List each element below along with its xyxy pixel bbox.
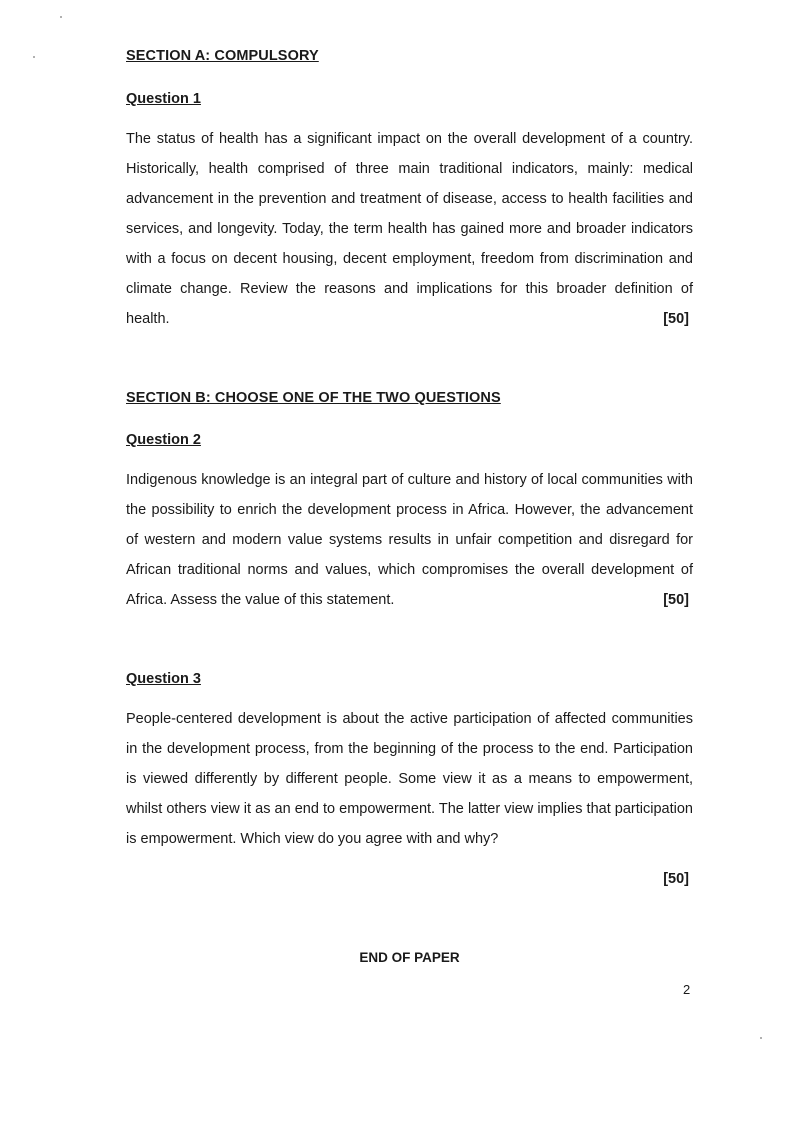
question-1-label: Question 1: [126, 91, 201, 107]
question-2-label: Question 2: [126, 432, 201, 448]
question-2-marks: [50]: [663, 592, 689, 608]
scan-speck: [60, 16, 62, 18]
question-2-text: [126, 465, 693, 615]
question-3-text: [126, 704, 693, 854]
scan-speck: [760, 1037, 762, 1039]
question-3-label: Question 3: [126, 671, 201, 687]
question-1-text: [126, 124, 693, 334]
section-b-heading: SECTION B: CHOOSE ONE OF THE TWO QUESTIONS: [126, 390, 501, 406]
scan-speck: [33, 56, 35, 58]
question-3-body: People-centered development is about the active participation of affected communities in the development process, from the beginning of the process to the end. Participation is viewed differently by different people. Some view it as a means to empowerment, whilst others view it as an end to empowerment. The latter view implies that participation is empowerment. Which view do you agree with and why?: [126, 711, 693, 847]
section-a-heading: SECTION A: COMPULSORY: [126, 48, 319, 64]
end-of-paper: END OF PAPER: [359, 950, 460, 965]
question-1-body: The status of health has a significant impact on the overall development of a country. Historically, health comprised of three main traditional indicators, mainly: medical advancement in the prevention and treatment of disease, access to health facilities and services, and longevity. Today, the term health has gained more and broader indicators with a focus on decent housing, decent employment, freedom from discrimination and climate change. Review the reasons and implications for this broader definition of health.: [126, 131, 693, 327]
page-number: 2: [683, 982, 691, 997]
question-2-body: Indigenous knowledge is an integral part of culture and history of local communities with the possibility to enrich the development process in Africa. However, the advancement of western and modern value systems results in unfair competition and disregard for African traditional norms and values, which compromises the overall development of Africa. Assess the value of this statement.: [126, 472, 693, 608]
question-3-marks: [50]: [663, 871, 689, 887]
question-1-marks: [50]: [663, 311, 689, 327]
